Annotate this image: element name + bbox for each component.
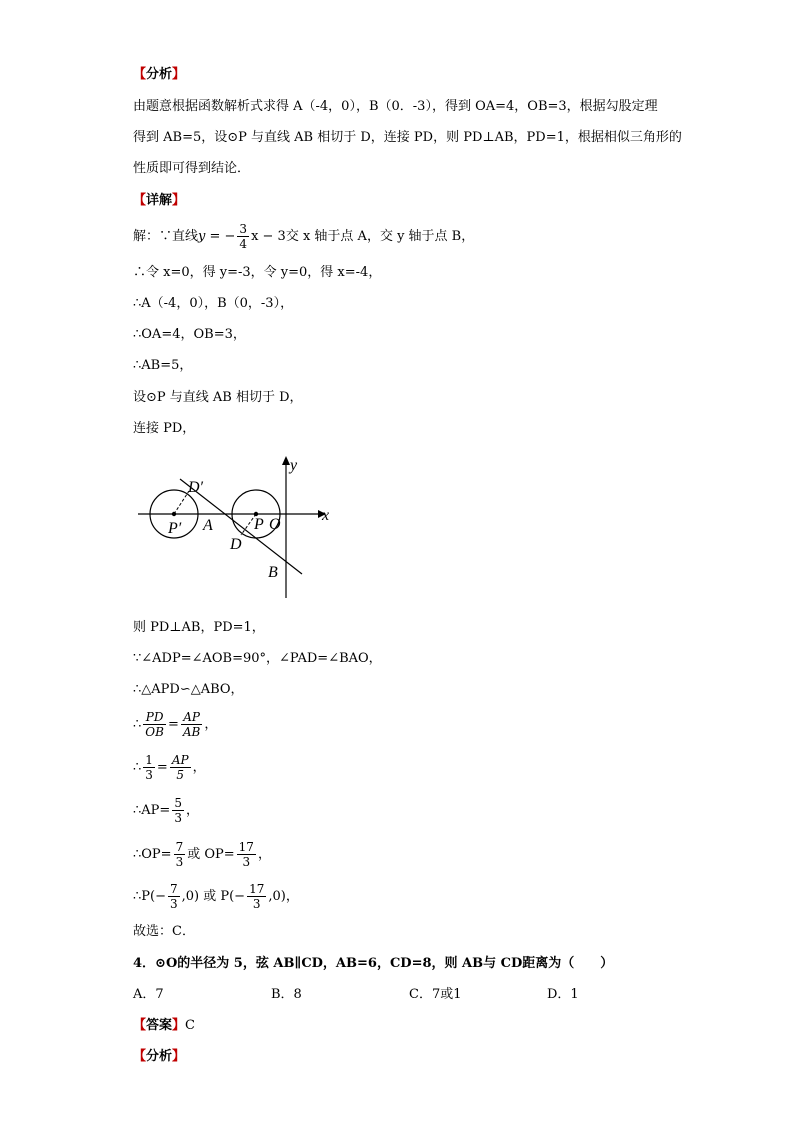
detail-heading: 【详解】 — [133, 193, 186, 208]
analysis-line-3: 性质即可得到结论． — [133, 161, 251, 176]
analysis-line-1: 由题意根据函数解析式求得 A（-4，0），B（0．-3），得到 OA=4，OB=3，根据勾股定理 — [133, 99, 658, 114]
option-a: A．7 — [133, 987, 164, 1002]
detail-line-7: 连接 PD， — [133, 421, 196, 436]
label-d-prime: D′ — [188, 479, 204, 496]
label-y: y — [290, 457, 298, 474]
detail-line-9: ∵∠ADP=∠AOB=90°，∠PAD=∠BAO， — [133, 651, 382, 666]
option-b: B．8 — [271, 987, 302, 1002]
detail-line-2: ∴令 x=0，得 y=-3，令 y=0，得 x=-4， — [133, 265, 382, 280]
option-d: D．1 — [547, 987, 579, 1002]
question-4-options — [133, 985, 653, 1005]
label-o: O — [269, 516, 281, 533]
detail-line-3: ∴A（-4，0），B（0，-3）， — [133, 296, 294, 311]
detail-line-6: 设⊙P 与直线 AB 相切于 D， — [133, 390, 303, 405]
analysis-2-heading: 【分析】 — [133, 1049, 186, 1064]
label-d: D — [230, 536, 242, 553]
detail-line-12: ∴ $\frac{1}{3}$ = $\frac{AP}{5}$ ， — [133, 753, 206, 782]
detail-line-14: ∴OP= $\frac{7}{3}$ 或 OP= $\frac{17}{3}$ ， — [133, 840, 271, 869]
question-4: 4．⊙O的半径为 5，弦 AB∥CD，AB=6，CD=8，则 AB与 CD距离为（ ） — [133, 956, 614, 971]
label-a: A — [203, 517, 213, 534]
detail-line-5: ∴AB=5， — [133, 358, 193, 373]
detail-line-16: 故选：C． — [133, 924, 195, 939]
detail-line-4: ∴OA=4，OB=3， — [133, 327, 246, 342]
label-b: B — [268, 564, 278, 581]
detail-line-15: ∴P(− $\frac{7}{3}$ ,0) 或 P(− $\frac{17}{3}$ ,0)， — [133, 882, 299, 911]
label-x: x — [322, 507, 330, 524]
y-axis-arrow — [282, 456, 290, 465]
detail-line-11: ∴ $\frac{PD}{OB}$ = $\frac{AP}{AB}$ ， — [133, 710, 218, 739]
label-p: P — [254, 516, 264, 533]
label-p-prime: P′ — [168, 520, 182, 537]
detail-line-8: 则 PD⊥AB，PD=1， — [133, 620, 265, 635]
detail-line-10: ∴△APD∽△ABO， — [133, 682, 244, 697]
radius-p-prime-d-prime — [174, 491, 189, 514]
answer-4: 【答案】C — [133, 1018, 195, 1033]
tangent-circle-figure — [130, 448, 340, 603]
detail-line-1: 解：∵直线y = − $\frac{3}{4}$ x − 3交 x 轴于点 A，交 y 轴于点 B， — [133, 222, 475, 251]
detail-line-13: ∴AP= $\frac{5}{3}$ ， — [133, 796, 199, 825]
analysis-heading: 【分析】 — [133, 67, 186, 82]
option-c: C．7或1 — [409, 987, 462, 1002]
analysis-line-2: 得到 AB=5，设⊙P 与直线 AB 相切于 D，连接 PD，则 PD⊥AB，PD=1，根据相似三角形的 — [133, 130, 682, 145]
